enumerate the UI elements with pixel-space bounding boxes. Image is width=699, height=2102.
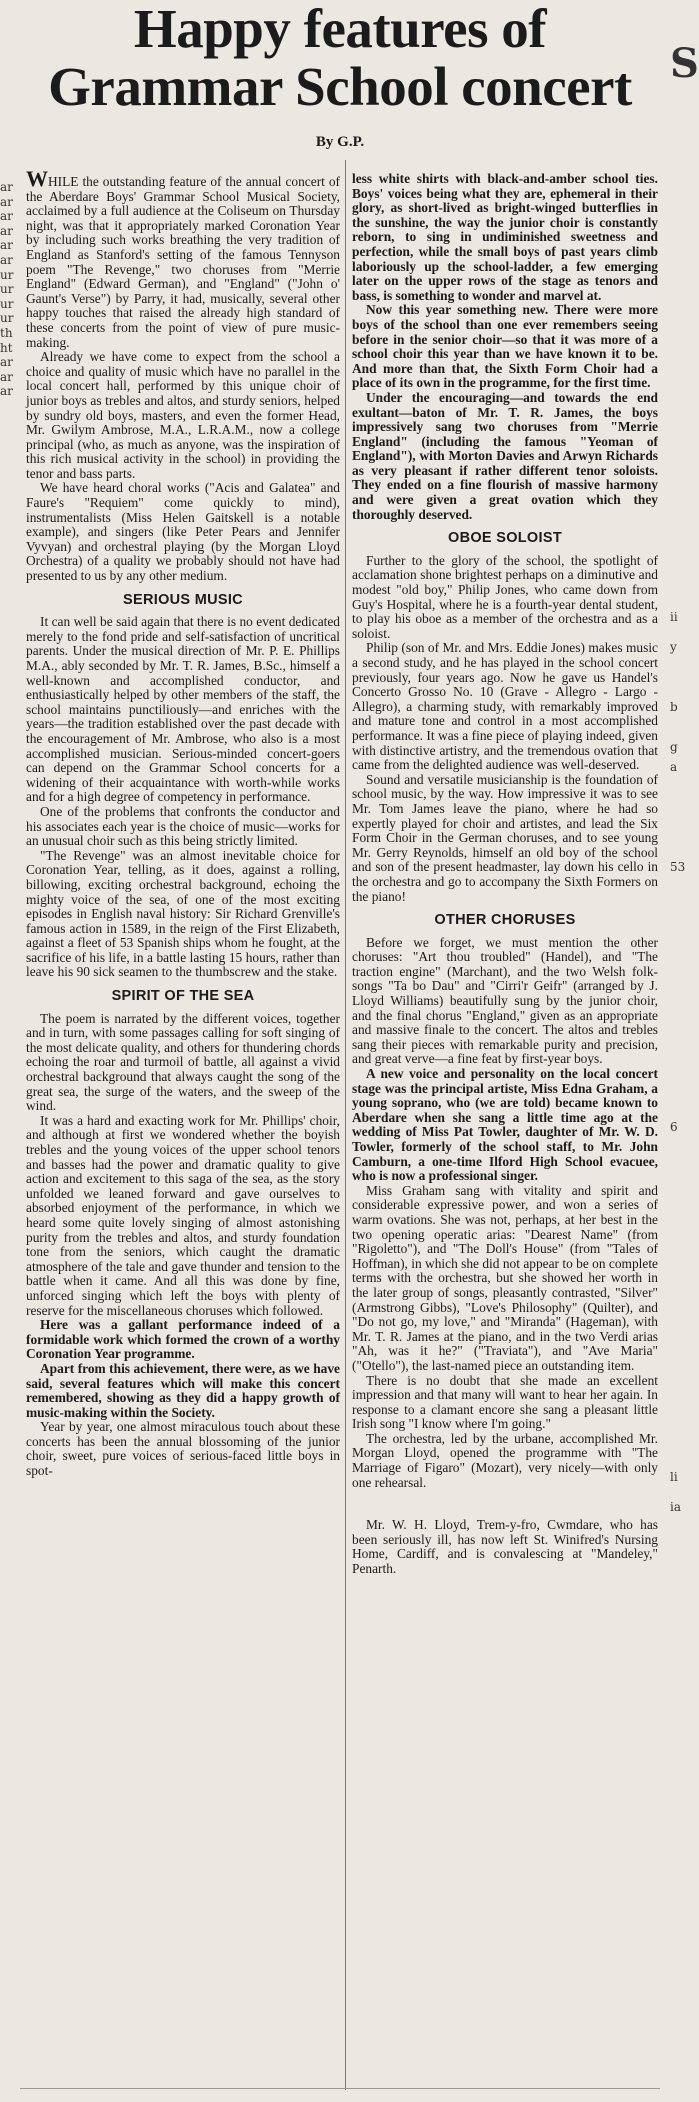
margin-fragment: ia xyxy=(670,1500,681,1514)
margin-fragment: ar xyxy=(0,223,13,238)
margin-fragment: ar xyxy=(0,209,13,224)
margin-fragment: ur xyxy=(0,296,14,311)
paragraph: Already we have come to expect from the school a choice and quality of music which have no parallel in the local concert hall, performed by this unique choir of junior boys as trebles and altos, and sturdy seniors, helped by sundry old boys, masters, and even the former Head, Mr. Gwilym Ambrose, M.A., L.R.A.M., now a college principal (who, as much as anyone, was the inspiration of this rich musical activity in the school) in providing the tenor and bass parts. xyxy=(26,349,340,481)
margin-fragment: ar xyxy=(0,194,13,209)
intro-paragraph: WHILE the outstanding feature of the annual concert of the Aberdare Boys' Grammar School Musical Society, acclaimed by a full audience at the Coliseum on Thursday night, was that it appropriately marked Coronation Year by including such works breathing the very tradition of England as Stanford's setting of the famous Tennyson poem "The Revenge," two choruses from "Merrie England" (Edward German), and "England" ("John o' Gaunt's Verse") by Parry, it had, musically, several other happy touches that raised the already high standard of these concerts from the point of view of pure music-making. xyxy=(26,166,340,350)
margin-fragment: ii xyxy=(670,610,678,624)
headline-line-1: Happy features of xyxy=(133,0,547,59)
right-column xyxy=(352,172,658,1577)
subheading-serious-music: SERIOUS MUSIC xyxy=(123,591,243,608)
note-paragraph: Mr. W. H. Lloyd, Trem-y-fro, Cwmdare, who has been seriously ill, has now left St. Winifred's Nursing Home, Cardiff, and is convalescing at "Mandeley," Penarth. xyxy=(352,1517,658,1577)
column-divider xyxy=(345,160,346,2090)
paragraph: The orchestra, led by the urbane, accomplished Mr. Morgan Lloyd, opened the programme with "The Marriage of Figaro" (Mozart), very nicely—with only one rehearsal. xyxy=(352,1430,658,1490)
paragraph: Here was a gallant performance indeed of a formidable work which formed the crown of a worthy Coronation Year programme. xyxy=(26,1317,340,1362)
margin-fragment: ur xyxy=(0,267,14,282)
margin-fragment: ar xyxy=(0,238,13,253)
subheading-spirit-of-the-sea: SPIRIT OF THE SEA xyxy=(111,988,255,1005)
margin-fragment: th xyxy=(0,325,13,340)
margin-fragment: ar xyxy=(0,252,13,267)
paragraph: It was a hard and exacting work for Mr. Phillips' choir, and although at first we wondered whether the boyish trebles and the young voices of the upper school tenors and basses had the power and dramatic quality to give action and excitement to this saga of the sea, as the story unfolded we leaned forward and gave ourselves to absorbed enjoyment of the performance, in which we heard some quite lovely singing of almost astonishing purity from the trebles and altos, and sturdy foundation tone from the seniors, which caught the dramatic atmosphere of the tale and gave thunder and tension to the battle when it came. And all this was done by fine, unforced singing which left the boys with plenty of reserve for the miscellaneous choruses which followed. xyxy=(26,1112,340,1318)
paragraph: Sound and versatile musicianship is the foundation of school music, by the way. How impressive it was to see Mr. Tom James leave the piano, where he had so expertly played for choir and artistes, and lead the Six Form Choir in the German choruses, and to see young Mr. Gerry Reynolds, himself an old boy of the school and son of the present headmaster, lay down his cello in the orchestra and go to accompany the Sixth Formers on the piano! xyxy=(352,771,658,904)
drop-cap: W xyxy=(26,166,48,191)
subheading-oboe-soloist: OBOE SOLOIST xyxy=(448,530,562,547)
margin-fragment: li xyxy=(670,1470,678,1484)
paragraph: "The Revenge" was an almost inevitable choice for Coronation Year, telling, as it does, against a rolling, billowing, exciting orchestral background, echoing the mighty voice of the sea, of one of the most exciting episodes in English naval history: Sir Richard Grenville's famous action in 1589, in the reign of the First Elizabeth, against a fleet of 53 Spanish ships whom he fought, at the sacrifice of his life, in a battle lasting 15 hours, rather than leave his 90 sick seamen to the thumbscrew and the stake. xyxy=(26,847,340,980)
margin-fragment: b xyxy=(670,700,678,714)
paragraph: Under the encouraging—and towards the end exultant—baton of Mr. T. R. James, the boys impressively sang two choruses from "Merrie England" (including the famous "Yeoman of England"), with Morton Davies and Arwyn Richards as very pleasant if rather different tenor soloists. They ended on a fine flourish of massive harmony and were given a great ovation which they thoroughly deserved. xyxy=(352,389,658,522)
margin-fragment: ar xyxy=(0,369,13,384)
paragraph: The poem is narrated by the different voices, together and in turn, with some passages calling for soft singing of the most delicate quality, and others for thundering chords echoing the roar and turmoil of battle, all against a vivid orchestral background that always caught the song of the great sea, the surge of the waters, and the sweep of the wind. xyxy=(26,1010,340,1114)
margin-fragment: ar xyxy=(0,355,13,370)
margin-fragment: a xyxy=(670,760,678,774)
personal-note xyxy=(352,1518,658,1576)
headline-line-2: Grammar School concert xyxy=(48,56,632,117)
margin-fragment: y xyxy=(670,640,677,654)
margin-fragment: ur xyxy=(0,311,14,326)
paragraph: Year by year, one almost miraculous touch about these concerts has been the annual blossoming of the junior choir, sweet, pure voices of serious-faced little boys in spot- xyxy=(26,1419,340,1479)
paragraph: Philip (son of Mr. and Mrs. Eddie Jones) makes music a second study, and he has played in the school concert previously, four years ago. Now he gave us Handel's Concerto Grosso No. 10 (Grave - Allegro - Largo - Allegro), a charming study, with remarkably improved and mature tone and control in a most accomplished performance. It was a fine piece of playing indeed, given with distinctive artistry, and the tremendous ovation that came from the delighted audience was well-deserved. xyxy=(352,640,658,773)
margin-fragment: 53 xyxy=(670,860,686,874)
paragraph: less white shirts with black-and-amber school ties. Boys' voices being what they are, ephemeral in their glory, as short-lived as bright-winged butterflies in the sunshine, the way the junior choir is constantly reborn, to sing in undiminished sweetness and perfection, while the small boys of past years climb laboriously up the school-ladder, a few emerging later on the upper rows of the stage as tenors and bass, is something to wonder and marvel at. xyxy=(352,171,658,303)
bottom-rule xyxy=(20,2088,660,2089)
paragraph: Apart from this achievement, there were, as we have said, several features which will make this concert remembered, showing as they did a happy growth of music-making within the Society. xyxy=(26,1360,340,1420)
paragraph: A new voice and personality on the local concert stage was the principal artiste, Miss Edna Graham, a young soprano, who (we are told) became known to Aberdare when she sang a little time ago at the wedding of Miss Pat Towler, daughter of Mr. W. D. Towler, formerly of the school staff, to Mr. John Camburn, a one-time Ilford High School evacuee, who is now a professional singer. xyxy=(352,1066,658,1184)
left-column xyxy=(26,166,340,1479)
paragraph: Miss Graham sang with vitality and spirit and considerable expressive power, and won a series of warm ovations. She was not, perhaps, at her best in the two opening operatic arias: "Dearest Name" (from "Rigoletto"), and "The Doll's House" (from "Tales of Hoffman), in which she did not appear to be on complete terms with the orchestra, but she showed her worth in the later group of songs, pleasantly contrasted, "Silver" (Armstrong Gibbs), "Love's Philosophy" (Quilter), and "Do not go, my love," and "Miranda" (Hageman), with Mr. T. R. James at the piano, and in the two Verdi arias "Ah, was it he?" ("Traviata"), and "Ave Maria" ("Otello"), the last-named piece an outstanding item. xyxy=(352,1182,658,1373)
margin-fragment: ar xyxy=(0,384,13,399)
paragraph: Before we forget, we must mention the other choruses: "Art thou troubled" (Handel), and "The traction engine" (Marchant), and the two Welsh folk-songs "Ta bo Dau" and "Cirri'r Geifr" (arranged by J. Lloyd Williams) beautifully sung by the junior choir, and the final chorus "England," given as an appropriate and massive finale to the concert. The altos and trebles sang their pieces with remarkable purity and precision, and great verve—a fine feat by first-year boys. xyxy=(352,934,658,1067)
margin-fragment: ht xyxy=(0,340,13,355)
paragraph: Now this year something new. There were more boys of the school than one ever remembers seeing before in the senior choir—so that it was more of a school choir this year than we have known it to be. And more than that, the Sixth Form Choir had a place of its own in the programme, for the first time. xyxy=(352,302,658,391)
left-margin-fragments xyxy=(0,180,18,410)
paragraph: It can well be said again that there is no event dedicated merely to the fond pride and self-satisfaction of uncritical parents. Under the musical direction of Mr. P. E. Phillips M.A., ably seconded by Mr. T. R. James, B.Sc., himself a well-known and accomplished conductor, and enthusiastically helped by other members of the staff, the school maintains punctiliously—and enriches with the years—the tradition established over the past decade with the encouragement of Mr. Ambrose, who also is a most accomplished musician. Serious-minded concert-goers can depend on the Grammar School concerts for a widening of their acquaintance with worth-while works and for a high degree of competency in performance. xyxy=(26,614,340,805)
paragraph: Further to the glory of the school, the spotlight of acclamation shone brightest perhaps on a diminutive and modest "old boy," Philip Jones, who came down from Guy's Hospital, where he is a fourth-year dental student, to play his oboe as a member of the orchestra and as a soloist. xyxy=(352,552,658,641)
headline xyxy=(26,0,654,116)
margin-fragment: ar xyxy=(0,180,13,194)
margin-fragment: S xyxy=(670,40,699,87)
paragraph: We have heard choral works ("Acis and Galatea" and Faure's "Requiem" come quickly to mind), instrumentalists (Miss Helen Gaitskell is a notable example), and singers (like Peter Pears and Jennifer Vyvyan) and orchestral playing (by the Morgan Lloyd Orchestra) of a quality we probably should not have had presented to us by any other medium. xyxy=(26,480,340,584)
margin-fragment: ur xyxy=(0,282,14,297)
margin-fragment: g xyxy=(670,740,678,754)
margin-fragment: 6 xyxy=(670,1120,678,1134)
paragraph: One of the problems that confronts the conductor and his associates each year is the choice of music—works for an unusual choir such as this being strictly limited. xyxy=(26,803,340,849)
subheading-other-choruses: OTHER CHORUSES xyxy=(434,912,576,929)
right-margin-fragments xyxy=(668,0,699,2102)
byline: By G.P. xyxy=(315,134,365,150)
paragraph: There is no doubt that she made an excellent impression and that many will want to hear her again. In response to a clamant encore she sang a pleasant little Irish song "I know where I'm going." xyxy=(352,1372,658,1432)
